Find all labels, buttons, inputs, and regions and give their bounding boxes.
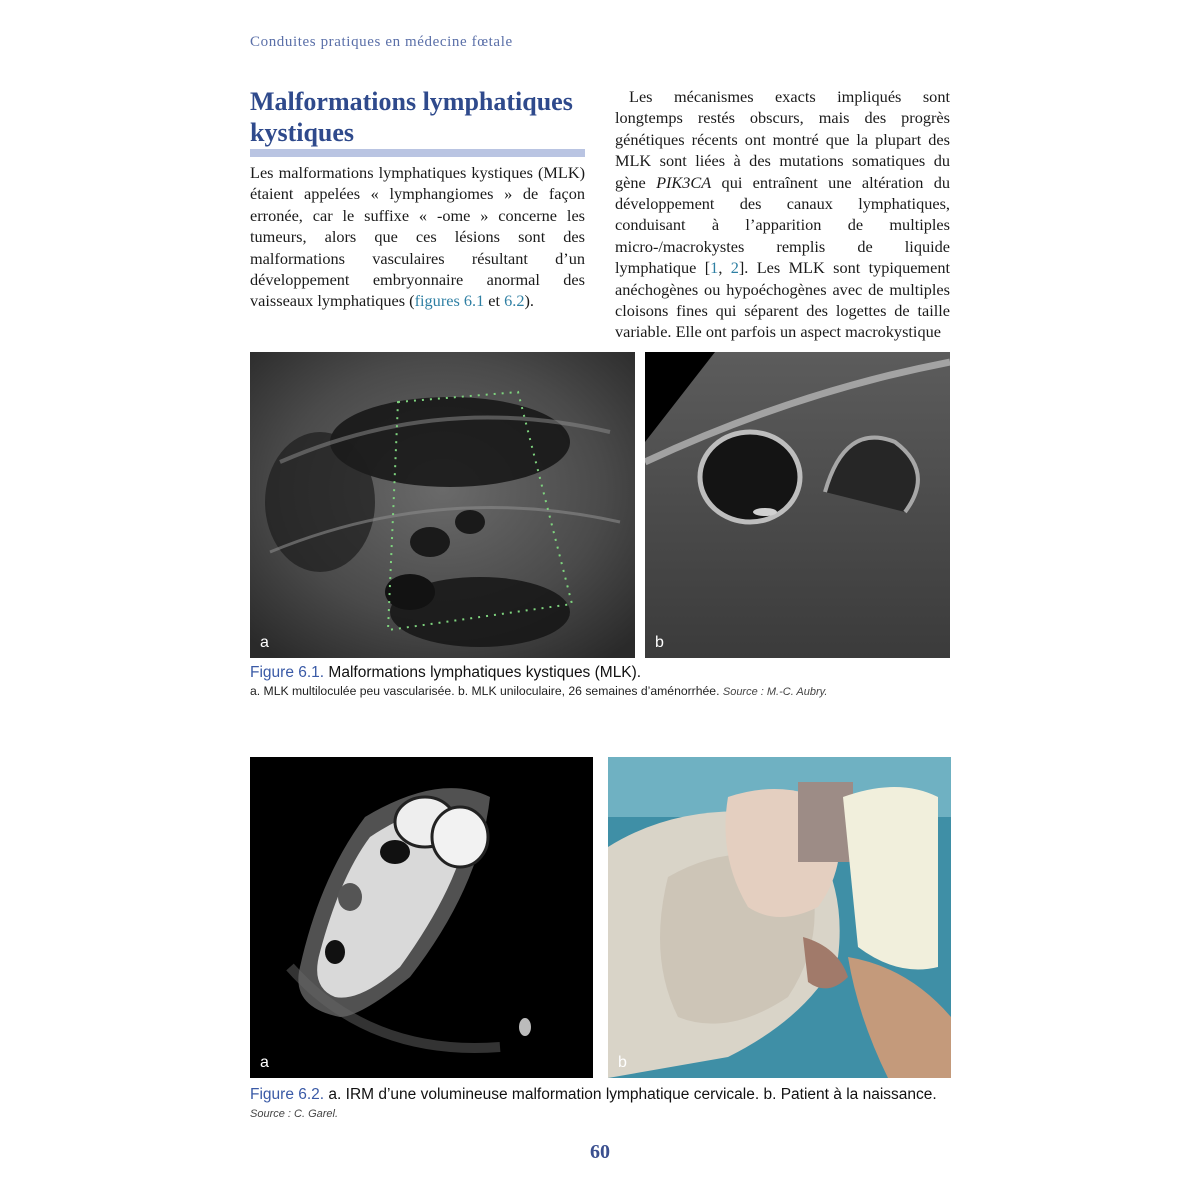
figure-6-2-caption <box>250 1086 960 1120</box>
figure-6-2-label-b: b <box>618 1054 627 1071</box>
figure-6-2-title: a. IRM d’une volumineuse malformation lymphatique cervicale. b. Patient à la naissance. <box>328 1086 937 1103</box>
newborn-photo <box>608 757 951 1078</box>
right-text-3: , <box>718 258 731 278</box>
right-column-paragraph <box>615 86 950 343</box>
figure-6-2-panel-a-mri <box>250 757 593 1078</box>
gene-name: PIK3CA <box>656 172 712 192</box>
mri-image <box>250 757 593 1078</box>
figure-6-1-panel-b-ultrasound <box>645 352 950 658</box>
running-head: Conduites pratiques en médecine fœtale <box>250 34 513 50</box>
ultrasound-image-b <box>645 352 950 658</box>
citation-1[interactable]: 1 <box>710 258 719 278</box>
citation-2[interactable]: 2 <box>730 258 739 278</box>
figure-6-1-description: a. MLK multiloculée peu vascularisée. b. MLK uniloculaire, 26 semaines d’aménorrhée. <box>250 684 720 698</box>
right-text-4: ]. Les MLK sont typiquement anéchogènes ou hypoéchogènes avec de multiples cloisons fines qui séparent des logettes de taille variable. Elle ont parfois un aspect macrokystique <box>615 258 950 342</box>
figure-6-2-source: Source : C. Garel. <box>250 1108 339 1120</box>
figure-6-1-label-a: a <box>260 634 269 651</box>
figure-reference-6-1[interactable]: figures 6.1 <box>414 291 485 311</box>
figure-6-2-number: Figure 6.2. <box>250 1086 325 1103</box>
right-text-1: Les mécanismes exacts impliqués sont longtemps restés obscurs, mais des progrès génétiques récents ont montré que la plupart des MLK sont liées à des mutations somatiques du gène <box>615 87 950 192</box>
figure-reference-6-2[interactable]: 6.2 <box>504 291 525 311</box>
figure-6-2-panel-b-photo <box>608 757 951 1078</box>
figure-6-1-source: Source : M.-C. Aubry. <box>722 686 828 698</box>
figure-6-1-number: Figure 6.1. <box>250 664 325 681</box>
figure-6-1-label-b: b <box>655 634 664 651</box>
left-text-3: ). <box>524 291 534 311</box>
figure-6-1-title: Malformations lymphatiques kystiques (MLK). <box>328 664 642 681</box>
left-text-2: et <box>484 291 505 311</box>
right-text-2: qui entraînent une altération du développement des canaux lymphatiques, conduisant à l’apparition de multiples micro-/macrokystes remplis de liquide lymphatique [ <box>615 172 950 278</box>
left-column-paragraph <box>250 162 585 312</box>
page-number: 60 <box>590 1141 610 1163</box>
section-title: Malformations lymphatiques kystiques <box>250 87 573 147</box>
heading-rule <box>250 149 585 157</box>
ultrasound-image-a <box>250 352 635 658</box>
figure-6-1-caption <box>250 664 950 698</box>
figure-6-2-label-a: a <box>260 1054 269 1071</box>
left-text-1: Les malformations lymphatiques kystiques (MLK) étaient appelées « lymphangiomes » de façon erronée, car le suffixe « -ome » concerne les tumeurs, alors que ces lésions sont des malformations vasculaires résultant d’un développement embryonnaire anormal des vaisseaux lymphatiques ( <box>250 163 585 311</box>
figure-6-1-panel-a-ultrasound <box>250 352 635 658</box>
